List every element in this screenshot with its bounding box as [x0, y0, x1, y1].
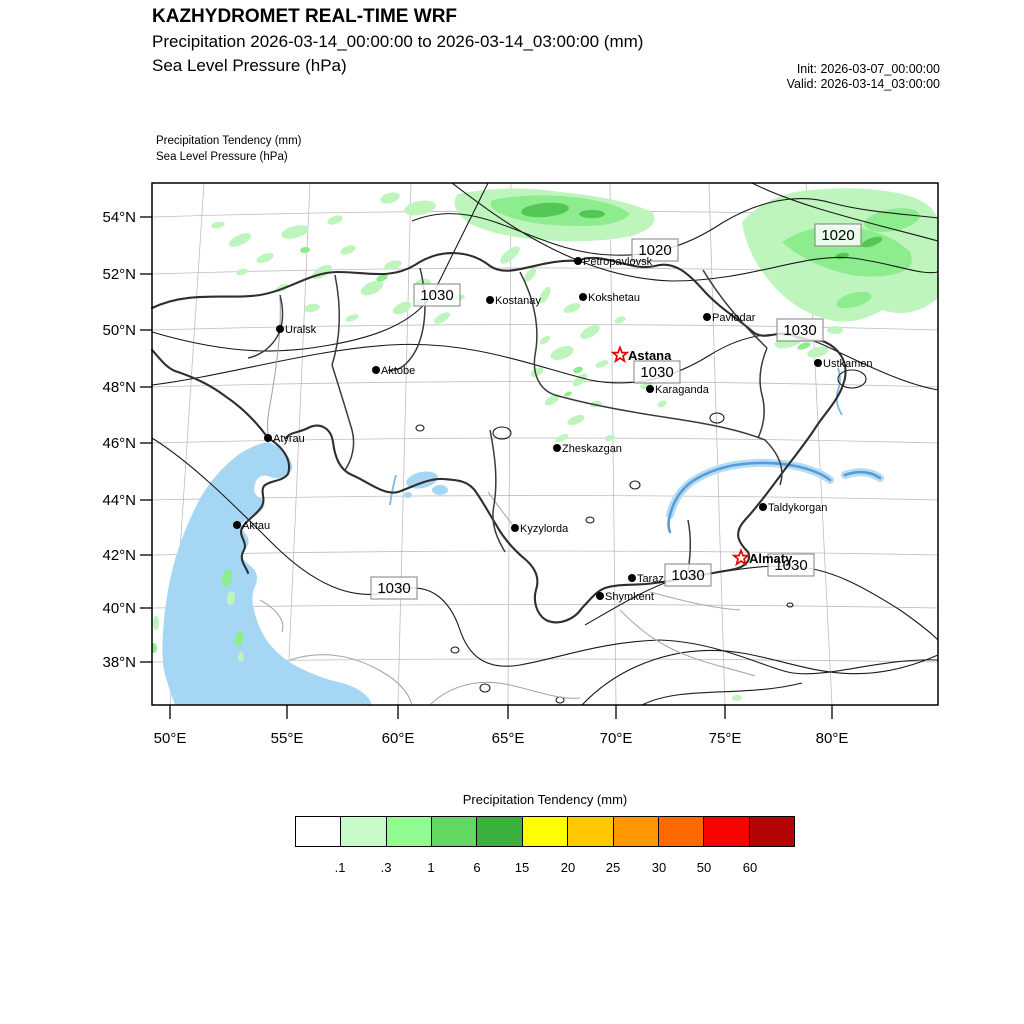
city-marker: [372, 365, 415, 377]
svg-text:Kostanay: Kostanay: [495, 295, 541, 307]
svg-text:Petropavlovsk: Petropavlovsk: [583, 256, 653, 268]
capital-star-icon: [613, 348, 627, 362]
lon-label: 50°E: [153, 730, 187, 747]
colorbar-tick: 1: [427, 860, 435, 875]
lon-label: 70°E: [599, 730, 633, 747]
city-marker: [511, 523, 569, 535]
colorbar-cell: [386, 816, 432, 847]
colorbar-cell: [567, 816, 613, 847]
colorbar-tick: 60: [742, 860, 758, 875]
capital-marker: [734, 551, 793, 567]
svg-text:1030: 1030: [774, 557, 808, 574]
colorbar-tick: 50: [696, 860, 712, 875]
lat-label: 44°N: [102, 492, 136, 509]
city-marker: [486, 295, 541, 307]
city-marker: [574, 256, 653, 268]
svg-text:Atyrau: Atyrau: [273, 433, 305, 445]
svg-text:Kyzylorda: Kyzylorda: [520, 523, 569, 535]
lat-label: 48°N: [102, 379, 136, 396]
svg-text:Uralsk: Uralsk: [285, 324, 317, 336]
colorbar-tick: 20: [560, 860, 576, 875]
colorbar-cell: [522, 816, 568, 847]
svg-text:Almaty: Almaty: [749, 551, 793, 566]
city-marker: [646, 384, 710, 396]
colorbar-ticks: [295, 860, 795, 878]
lat-label: 50°N: [102, 322, 136, 339]
colorbar-cell: [613, 816, 659, 847]
pressure-label: [371, 577, 417, 599]
lon-label: 80°E: [815, 730, 849, 747]
colorbar: [295, 816, 795, 847]
svg-text:Karaganda: Karaganda: [655, 384, 709, 396]
svg-text:1020: 1020: [821, 227, 855, 244]
colorbar-tick: .1: [334, 860, 346, 875]
lat-label: 42°N: [102, 547, 136, 564]
colorbar-tick: .3: [380, 860, 392, 875]
map-key-precip: Precipitation Tendency (mm): [156, 135, 302, 147]
colorbar-cell: [340, 816, 386, 847]
longitude-axis: [154, 705, 849, 747]
city-marker: [703, 312, 756, 324]
lat-label: 52°N: [102, 266, 136, 283]
city-marker: [759, 502, 827, 514]
pressure-label: [815, 224, 861, 246]
svg-text:Astana: Astana: [628, 348, 672, 363]
svg-text:1030: 1030: [420, 287, 454, 304]
svg-text:Zheskazgan: Zheskazgan: [562, 443, 622, 455]
caspian-sea: [162, 442, 372, 705]
colorbar-title: Precipitation Tendency (mm): [462, 792, 628, 807]
valid-time: Valid: 2026-03-14_03:00:00: [786, 77, 940, 91]
colorbar-tick: 15: [514, 860, 530, 875]
svg-text:Ustkamen: Ustkamen: [823, 358, 873, 370]
city-marker: [596, 591, 654, 603]
svg-text:1030: 1030: [640, 364, 674, 381]
lat-label: 46°N: [102, 435, 136, 452]
svg-text:1030: 1030: [377, 580, 411, 597]
lat-label: 40°N: [102, 600, 136, 617]
pressure-label: [634, 361, 680, 383]
precipitation-subtitle: Precipitation 2026-03-14_00:00:00 to 2026-03-14_03:00:00 (mm): [152, 32, 644, 51]
city-marker: [579, 292, 640, 304]
city-marker: [628, 573, 664, 585]
latitude-axis: [102, 209, 152, 671]
city-marker: [814, 358, 873, 370]
svg-text:1030: 1030: [783, 322, 817, 339]
svg-text:Taraz: Taraz: [637, 573, 664, 585]
colorbar-tick: 6: [473, 860, 481, 875]
map-canvas: [90, 180, 960, 765]
lon-label: 75°E: [708, 730, 742, 747]
colorbar-cell: [476, 816, 522, 847]
svg-text:Taldykorgan: Taldykorgan: [768, 502, 828, 514]
map-key-pressure: Sea Level Pressure (hPa): [156, 151, 288, 163]
lon-label: 55°E: [270, 730, 304, 747]
lon-label: 65°E: [491, 730, 525, 747]
svg-text:Aktau: Aktau: [242, 520, 271, 532]
lon-label: 60°E: [381, 730, 415, 747]
colorbar-cell: [703, 816, 749, 847]
lat-label: 54°N: [102, 209, 136, 226]
run-times: [787, 62, 940, 92]
svg-text:Pavlodar: Pavlodar: [712, 312, 756, 324]
pressure-label: [777, 319, 823, 341]
svg-text:1030: 1030: [671, 567, 705, 584]
colorbar-cell: [295, 816, 341, 847]
svg-text:1020: 1020: [638, 242, 672, 259]
water-bodies: [162, 368, 880, 705]
colorbar-tick: 25: [605, 860, 621, 875]
city-marker: [276, 324, 317, 336]
pressure-label: [665, 564, 711, 586]
capital-marker: [613, 348, 672, 364]
lat-label: 38°N: [102, 654, 136, 671]
colorbar-tick: 30: [651, 860, 667, 875]
svg-text:Aktobe: Aktobe: [381, 365, 416, 377]
colorbar-cell: [431, 816, 477, 847]
colorbar-cell: [749, 816, 795, 847]
pressure-subtitle: Sea Level Pressure (hPa): [152, 56, 347, 75]
init-time: Init: 2026-03-07_00:00:00: [796, 62, 940, 76]
city-marker: [553, 443, 622, 455]
pressure-label: [414, 284, 460, 306]
svg-text:Kokshetau: Kokshetau: [588, 292, 640, 304]
page-title: KAZHYDROMET REAL-TIME WRF: [152, 6, 458, 27]
colorbar-cell: [658, 816, 704, 847]
svg-text:Shymkent: Shymkent: [605, 591, 654, 603]
